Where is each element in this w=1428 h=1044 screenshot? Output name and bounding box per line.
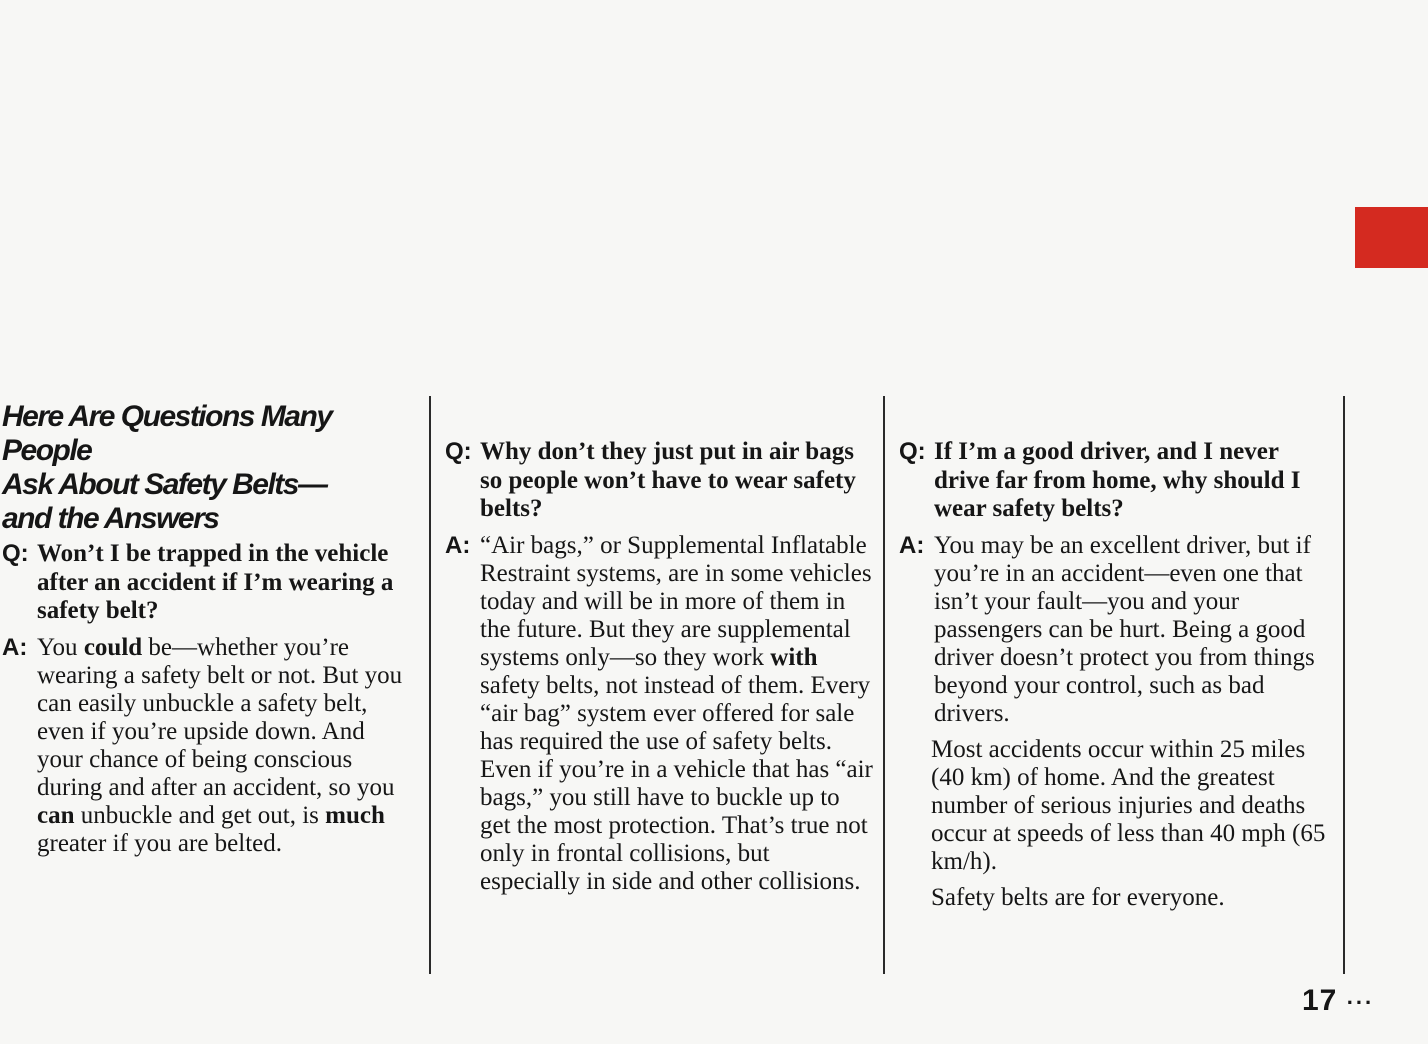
question-1 <box>2 540 414 626</box>
column-divider <box>883 396 885 974</box>
question-2-text: Why don’t they just put in air bags so people won’t have to wear safety belts? <box>480 438 856 522</box>
column-1 <box>2 400 414 858</box>
heading-line-3: and the Answers <box>2 502 219 535</box>
question-2 <box>445 438 875 524</box>
heading-line-2: Ask About Safety Belts— <box>2 468 327 501</box>
question-label: Q: <box>899 438 926 465</box>
answer-2 <box>445 532 875 896</box>
paragraph-everyone: Safety belts are for everyone. <box>931 883 1225 911</box>
answer-label: A: <box>2 633 28 661</box>
question-3-text: If I’m a good driver, and I never drive far from home, why should I wear safety belts? <box>934 438 1301 522</box>
page-dots: ... <box>1346 984 1375 1009</box>
page-number-value: 17 <box>1302 984 1338 1017</box>
answer-3 <box>899 532 1334 728</box>
answer-2-text: “Air bags,” or Supplemental Inflatable Restraint systems, are in some vehicles today and will be in more of them in the future. But they are supplemental systems only—so they work with safety belts, not instead of them. Every “air bag” system ever offered for sale has required the use of safety belts. Even if you’re in a vehicle that has “air bags,” you still have to buckle up to get the most protection. That’s true not only in frontal collisions, but especially in side and other collisions. <box>480 531 873 895</box>
answer-label: A: <box>899 531 925 559</box>
column-divider <box>429 396 431 974</box>
answer-3-text: You may be an excellent driver, but if you’re in an accident—even one that isn’t your fault—you and your passengers can be hurt. Being a good driver doesn’t protect you from things beyond your control, such as bad drivers. <box>934 531 1315 727</box>
question-label: Q: <box>2 540 29 567</box>
answer-1 <box>2 634 414 858</box>
question-label: Q: <box>445 438 472 465</box>
answer-1-text: You could be—whether you’re wearing a safety belt or not. But you can easily unbuckle a safety belt, even if you’re upside down. And your chance of being conscious during and after an accident, so you can unbuckle and get out, is much greater if you are belted. <box>37 633 403 857</box>
column-divider <box>1343 396 1345 974</box>
answer-label: A: <box>445 531 471 559</box>
question-3 <box>899 438 1334 524</box>
paragraph-accidents: Most accidents occur within 25 miles (40 km) of home. And the greatest number of serious injuries and deaths occur at speeds of less than 40 mph (65 km/h). <box>931 735 1326 875</box>
page-number <box>1302 984 1374 1018</box>
column-2 <box>445 438 875 896</box>
section-heading <box>2 400 414 536</box>
column-3 <box>899 438 1334 912</box>
heading-line-1: Here Are Questions Many People <box>2 400 332 467</box>
section-tab-marker <box>1355 207 1428 268</box>
question-1-text: Won’t I be trapped in the vehicle after an accident if I’m wearing a safety belt? <box>37 540 394 624</box>
